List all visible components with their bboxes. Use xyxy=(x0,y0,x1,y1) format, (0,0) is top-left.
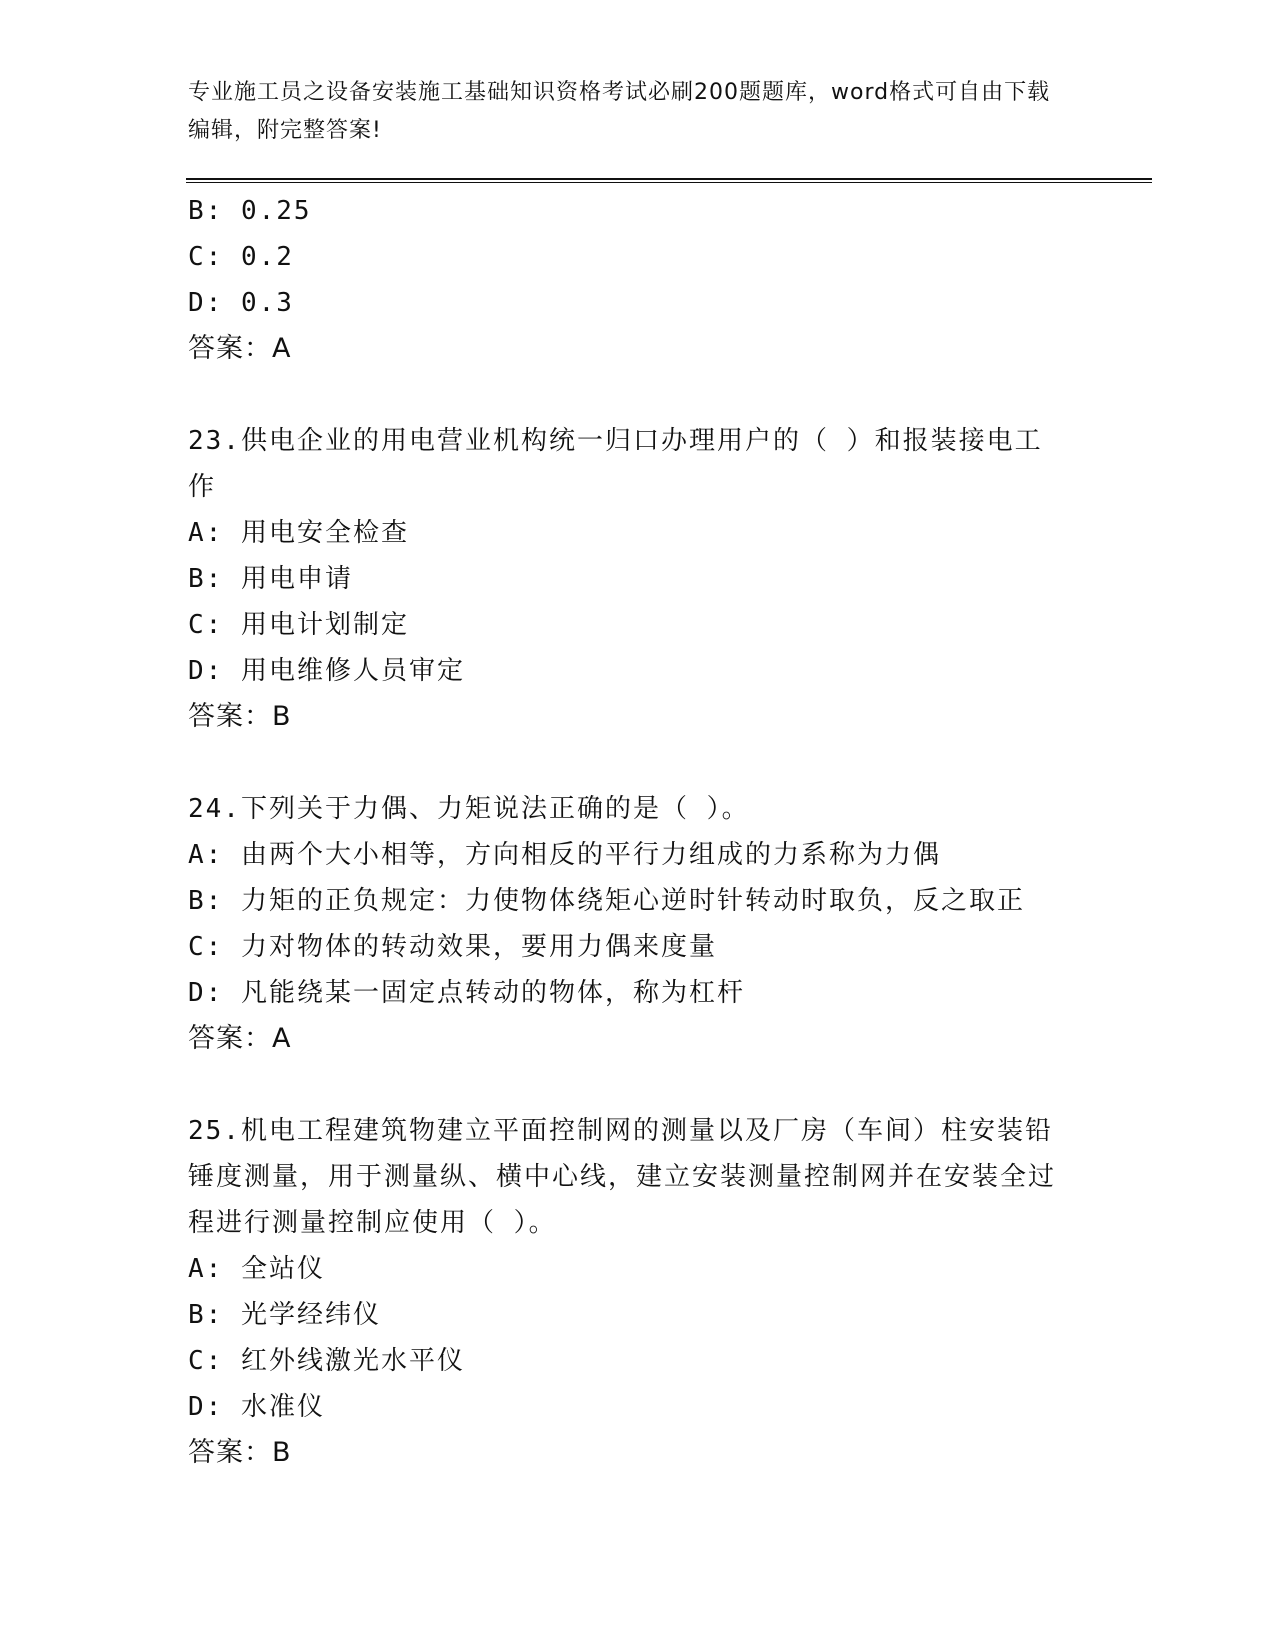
option-c: C: 力对物体的转动效果，要用力偶来度量 xyxy=(188,932,717,962)
option-b: B: 用电申请 xyxy=(188,564,353,594)
partial-question xyxy=(188,188,1088,372)
option-a: A: 全站仪 xyxy=(188,1254,325,1284)
option-d: D: 水准仪 xyxy=(188,1392,325,1422)
answer: 答案：A xyxy=(188,333,292,364)
header-divider xyxy=(186,178,1152,183)
question-23 xyxy=(188,418,1088,740)
answer: 答案：B xyxy=(188,701,292,732)
page-header xyxy=(188,74,1068,150)
option-b: B: 0.25 xyxy=(188,196,312,226)
question-25 xyxy=(188,1108,1088,1476)
spacer xyxy=(188,740,1088,786)
question-24 xyxy=(188,786,1088,1062)
document-title: 专业施工员之设备安装施工基础知识资格考试必刷200题题库，word格式可自由下载编辑，附完整答案! xyxy=(188,80,1051,143)
question-list xyxy=(188,188,1088,1476)
option-a: A: 用电安全检查 xyxy=(188,518,409,548)
question-stem: 25.机电工程建筑物建立平面控制网的测量以及厂房（车间）柱安装铅锤度测量，用于测量纵、横中心线，建立安装测量控制网并在安装全过程进行测量控制应使用（ ）。 xyxy=(188,1116,1057,1238)
option-d: D: 0.3 xyxy=(188,288,294,318)
option-c: C: 0.2 xyxy=(188,242,294,272)
option-d: D: 凡能绕某一固定点转动的物体，称为杠杆 xyxy=(188,978,745,1008)
option-c: C: 红外线激光水平仪 xyxy=(188,1346,465,1376)
option-a: A: 由两个大小相等，方向相反的平行力组成的力系称为力偶 xyxy=(188,840,941,870)
option-c: C: 用电计划制定 xyxy=(188,610,409,640)
answer: 答案：A xyxy=(188,1023,292,1054)
spacer xyxy=(188,1062,1088,1108)
question-stem: 23.供电企业的用电营业机构统一归口办理用户的（ ）和报装接电工作 xyxy=(188,426,1043,502)
answer: 答案：B xyxy=(188,1437,292,1468)
question-stem: 24.下列关于力偶、力矩说法正确的是（ ）。 xyxy=(188,794,750,824)
option-b: B: 力矩的正负规定：力使物体绕矩心逆时针转动时取负，反之取正 xyxy=(188,886,1025,916)
option-b: B: 光学经纬仪 xyxy=(188,1300,381,1330)
spacer xyxy=(188,372,1088,418)
option-d: D: 用电维修人员审定 xyxy=(188,656,465,686)
